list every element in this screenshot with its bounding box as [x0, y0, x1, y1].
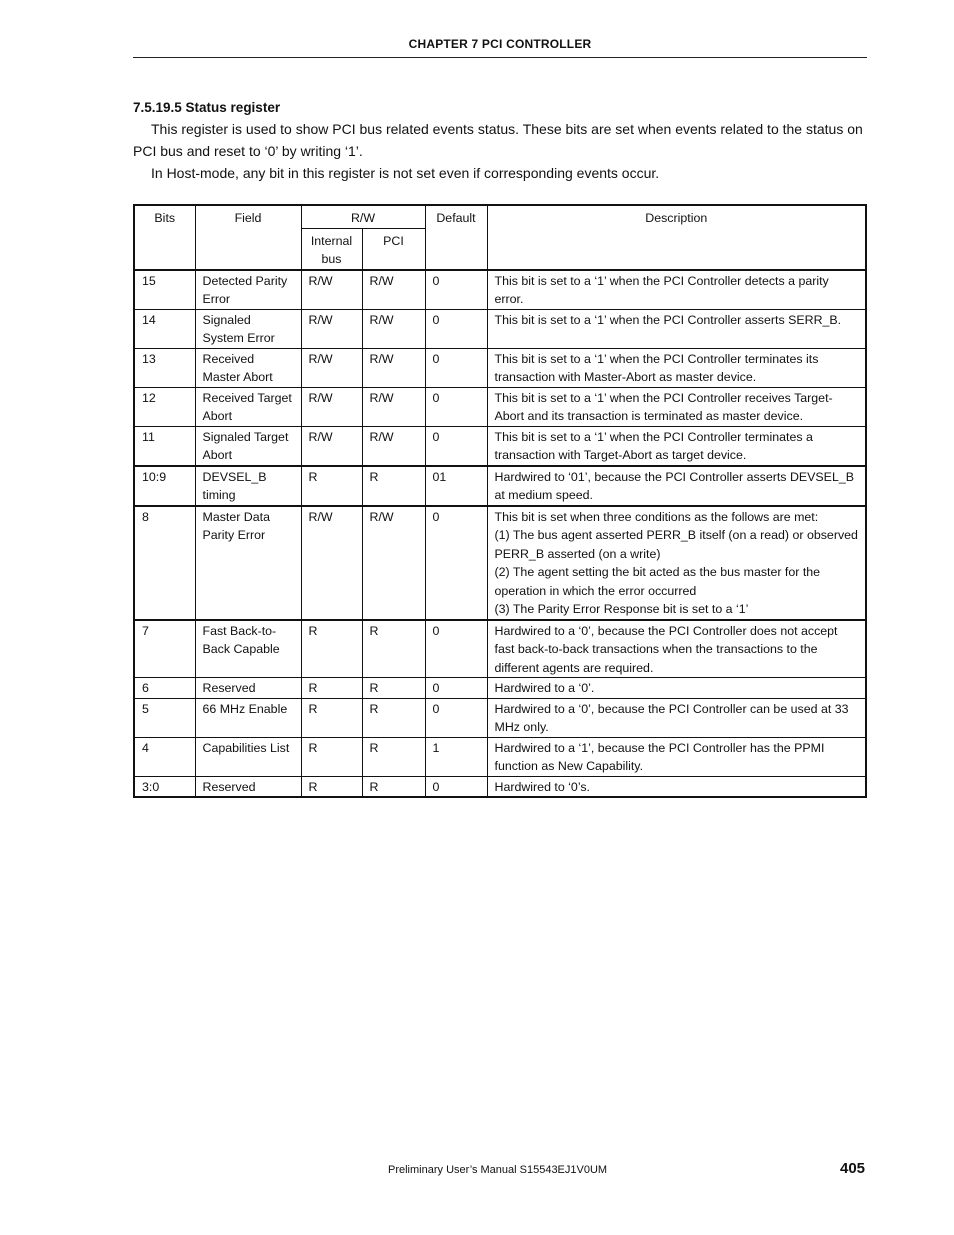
pci-access-cell: R/W: [362, 348, 425, 387]
pci-access-cell: R/W: [362, 309, 425, 348]
chapter-header: CHAPTER 7 PCI CONTROLLER: [408, 37, 592, 51]
bits-cell: 10:9: [134, 466, 195, 506]
description-line: (1) The bus agent asserted PERR_B itself (on a read) or observed PERR_B asserted (on a write): [494, 528, 858, 561]
description-cell: [487, 678, 866, 699]
table-row: [134, 737, 866, 776]
header-rule: [133, 57, 867, 58]
default-cell: 0: [425, 348, 487, 387]
table-row: [134, 309, 866, 348]
default-cell: 0: [425, 270, 487, 310]
default-cell: 0: [425, 387, 487, 426]
field-cell: Received Target Abort: [195, 387, 301, 426]
pci-access-cell: R/W: [362, 270, 425, 310]
bits-cell: 7: [134, 620, 195, 678]
default-cell: 0: [425, 620, 487, 678]
pci-access-cell: R: [362, 698, 425, 737]
header-field: Field: [195, 205, 301, 270]
footer-manual-id: Preliminary User’s Manual S15543EJ1V0UM: [388, 1164, 608, 1176]
field-cell: Master Data Parity Error: [195, 506, 301, 620]
status-register-table: [133, 204, 867, 798]
description-line: Hardwired to a ‘0’, because the PCI Controller can be used at 33 MHz only.: [494, 701, 849, 734]
description-line: (2) The agent setting the bit acted as the bus master for the operation in which the error occurred: [494, 565, 821, 598]
host-mode-paragraph: In Host-mode, any bit in this register is not set even if corresponding events occur.: [151, 165, 660, 181]
table-row: [134, 348, 866, 387]
pci-access-cell: R: [362, 620, 425, 678]
default-cell: 0: [425, 776, 487, 797]
default-cell: 0: [425, 426, 487, 466]
table-row: [134, 506, 866, 620]
description-cell: [487, 426, 866, 466]
internal-access-cell: R/W: [301, 387, 362, 426]
section-title: 7.5.19.5 Status register: [133, 100, 281, 115]
pci-access-cell: R: [362, 678, 425, 699]
description-line: This bit is set to a ‘1’ when the PCI Controller terminates a transaction with Target-Abort as target device.: [494, 429, 813, 462]
table-row: [134, 270, 866, 310]
internal-access-cell: R/W: [301, 270, 362, 310]
field-cell: Capabilities List: [195, 737, 301, 776]
header-pci: PCI: [362, 228, 425, 270]
intro-paragraph: This register is used to show PCI bus related events status. These bits are set when events related to the status on PCI bus and reset to ‘0’ by writing ‘1’.: [133, 121, 863, 159]
internal-access-cell: R/W: [301, 309, 362, 348]
description-line: Hardwired to ‘0’s.: [494, 779, 590, 794]
description-cell: [487, 506, 866, 620]
internal-access-cell: R: [301, 466, 362, 506]
field-cell: Reserved: [195, 678, 301, 699]
default-cell: 0: [425, 309, 487, 348]
description-line: Hardwired to a ‘0’, because the PCI Controller does not accept fast back-to-back transactions when the transactions to the different agents are required.: [494, 623, 838, 675]
description-cell: [487, 309, 866, 348]
internal-access-cell: R: [301, 737, 362, 776]
default-cell: 0: [425, 506, 487, 620]
description-cell: [487, 387, 866, 426]
pci-access-cell: R/W: [362, 506, 425, 620]
description-line: This bit is set to a ‘1’ when the PCI Controller asserts SERR_B.: [494, 312, 842, 327]
bits-cell: 13: [134, 348, 195, 387]
description-cell: [487, 466, 866, 506]
description-cell: [487, 776, 866, 797]
header-default: Default: [425, 205, 487, 270]
field-cell: Reserved: [195, 776, 301, 797]
bits-cell: 12: [134, 387, 195, 426]
description-line: This bit is set to a ‘1’ when the PCI Controller receives Target-Abort and its transaction is terminated as master device.: [494, 390, 833, 423]
bits-cell: 3:0: [134, 776, 195, 797]
internal-access-cell: R: [301, 620, 362, 678]
default-cell: 01: [425, 466, 487, 506]
field-cell: DEVSEL_B timing: [195, 466, 301, 506]
header-rw: R/W: [301, 205, 425, 228]
description-cell: [487, 348, 866, 387]
table-row: [134, 620, 866, 678]
description-cell: [487, 620, 866, 678]
table-row: [134, 466, 866, 506]
description-cell: [487, 270, 866, 310]
table-row: [134, 776, 866, 797]
bits-cell: 4: [134, 737, 195, 776]
internal-access-cell: R: [301, 678, 362, 699]
table-row: [134, 387, 866, 426]
description-line: Hardwired to ‘01’, because the PCI Controller asserts DEVSEL_B at medium speed.: [494, 469, 854, 502]
table-row: [134, 678, 866, 699]
internal-access-cell: R: [301, 698, 362, 737]
bits-cell: 15: [134, 270, 195, 310]
description-cell: [487, 737, 866, 776]
bits-cell: 14: [134, 309, 195, 348]
field-cell: Fast Back-to-Back Capable: [195, 620, 301, 678]
header-bits: Bits: [134, 205, 195, 270]
pci-access-cell: R: [362, 737, 425, 776]
default-cell: 1: [425, 737, 487, 776]
field-cell: Detected Parity Error: [195, 270, 301, 310]
header-description: Description: [487, 205, 866, 270]
bits-cell: 8: [134, 506, 195, 620]
bits-cell: 11: [134, 426, 195, 466]
description-cell: [487, 698, 866, 737]
description-line: This bit is set to a ‘1’ when the PCI Controller detects a parity error.: [494, 273, 829, 306]
internal-access-cell: R/W: [301, 348, 362, 387]
pci-access-cell: R/W: [362, 426, 425, 466]
internal-access-cell: R/W: [301, 426, 362, 466]
default-cell: 0: [425, 698, 487, 737]
table-row: [134, 698, 866, 737]
internal-access-cell: R: [301, 776, 362, 797]
bits-cell: 6: [134, 678, 195, 699]
description-line: This bit is set when three conditions as the follows are met:: [494, 509, 819, 524]
field-cell: 66 MHz Enable: [195, 698, 301, 737]
header-internal-bus: Internal bus: [301, 228, 362, 270]
page-number: 405: [840, 1160, 866, 1177]
pci-access-cell: R: [362, 776, 425, 797]
field-cell: Signaled System Error: [195, 309, 301, 348]
description-line: Hardwired to a ‘1’, because the PCI Controller has the PPMI function as New Capability.: [494, 740, 825, 773]
field-cell: Signaled Target Abort: [195, 426, 301, 466]
pci-access-cell: R/W: [362, 387, 425, 426]
field-cell: Received Master Abort: [195, 348, 301, 387]
default-cell: 0: [425, 678, 487, 699]
description-line: Hardwired to a ‘0’.: [494, 681, 595, 695]
description-line: (3) The Parity Error Response bit is set to a ‘1’: [494, 602, 749, 616]
internal-access-cell: R/W: [301, 506, 362, 620]
table-row: [134, 426, 866, 466]
pci-access-cell: R: [362, 466, 425, 506]
description-line: This bit is set to a ‘1’ when the PCI Controller terminates its transaction with Master-Abort as master device.: [494, 351, 819, 384]
bits-cell: 5: [134, 698, 195, 737]
